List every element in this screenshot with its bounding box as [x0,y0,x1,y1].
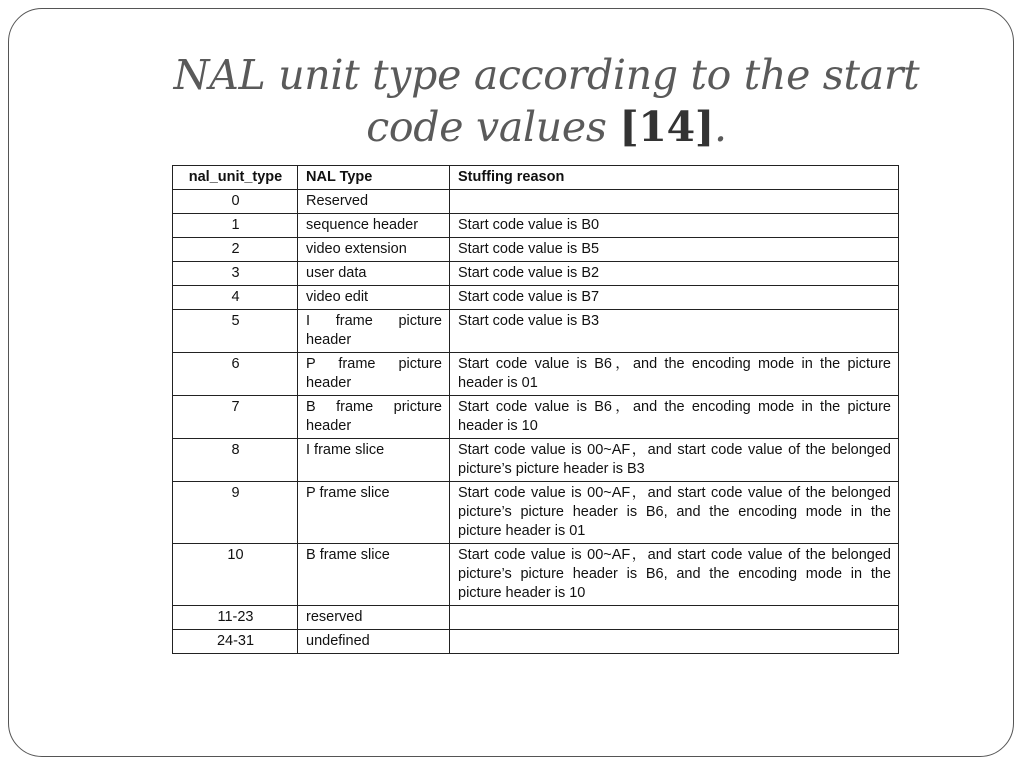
slide-title-reference: [14] [619,103,714,151]
cell-nal-unit-type: 7 [173,396,298,439]
cell-nal-unit-type: 5 [173,310,298,353]
table-row [173,630,899,654]
cell-stuffing-reason: Start code value is B5 [450,238,899,262]
cell-nal-unit-type: 1 [173,214,298,238]
cell-nal-type: B frame pricture header [298,396,450,439]
cell-stuffing-reason: Start code value is B2 [450,262,899,286]
cell-nal-unit-type: 8 [173,439,298,482]
cell-nal-unit-type: 4 [173,286,298,310]
cell-nal-unit-type: 3 [173,262,298,286]
cell-nal-type: user data [298,262,450,286]
cell-nal-unit-type: 6 [173,353,298,396]
table-row [173,439,899,482]
cell-stuffing-reason: Start code value is 00~AF，and start code value of the belonged picture’s picture header is B6, and the encoding mode in the picture header is 01 [450,482,899,544]
slide-title-period: . [713,103,727,151]
cell-nal-unit-type: 0 [173,190,298,214]
cell-nal-type: P frame slice [298,482,450,544]
table-row [173,190,899,214]
slide-title-text: NAL unit type according to the start code values [173,51,920,151]
table-row [173,353,899,396]
cell-stuffing-reason: Start code value is B7 [450,286,899,310]
cell-nal-type: video edit [298,286,450,310]
cell-nal-type: sequence header [298,214,450,238]
cell-nal-type: reserved [298,606,450,630]
cell-stuffing-reason: Start code value is B6，and the encoding mode in the picture header is 10 [450,396,899,439]
cell-nal-type: B frame slice [298,544,450,606]
table-row [173,310,899,353]
cell-nal-type: I frame picture header [298,310,450,353]
table-row [173,606,899,630]
cell-nal-type: P frame picture header [298,353,450,396]
cell-stuffing-reason: Start code value is 00~AF，and start code value of the belonged picture’s picture header is B3 [450,439,899,482]
header-stuffing-reason: Stuffing reason [450,166,899,190]
cell-nal-unit-type: 9 [173,482,298,544]
cell-nal-type: undefined [298,630,450,654]
table-header-row [173,166,899,190]
cell-stuffing-reason [450,190,899,214]
cell-stuffing-reason [450,606,899,630]
cell-nal-unit-type: 2 [173,238,298,262]
header-nal-type: NAL Type [298,166,450,190]
cell-stuffing-reason: Start code value is B6，and the encoding mode in the picture header is 01 [450,353,899,396]
table-row [173,482,899,544]
cell-nal-type: Reserved [298,190,450,214]
cell-nal-unit-type: 10 [173,544,298,606]
table-row [173,238,899,262]
nal-unit-type-table [172,165,899,654]
slide-title [119,49,974,153]
cell-stuffing-reason: Start code value is B3 [450,310,899,353]
header-nal-unit-type: nal_unit_type [173,166,298,190]
cell-nal-type: video extension [298,238,450,262]
cell-stuffing-reason [450,630,899,654]
cell-stuffing-reason: Start code value is 00~AF，and start code value of the belonged picture’s picture header is B6, and the encoding mode in the picture header is 10 [450,544,899,606]
table-row [173,544,899,606]
table-row [173,214,899,238]
table-row [173,286,899,310]
cell-nal-type: I frame slice [298,439,450,482]
cell-nal-unit-type: 11-23 [173,606,298,630]
nal-table-container [172,165,898,654]
cell-stuffing-reason: Start code value is B0 [450,214,899,238]
table-row [173,396,899,439]
table-row [173,262,899,286]
cell-nal-unit-type: 24-31 [173,630,298,654]
